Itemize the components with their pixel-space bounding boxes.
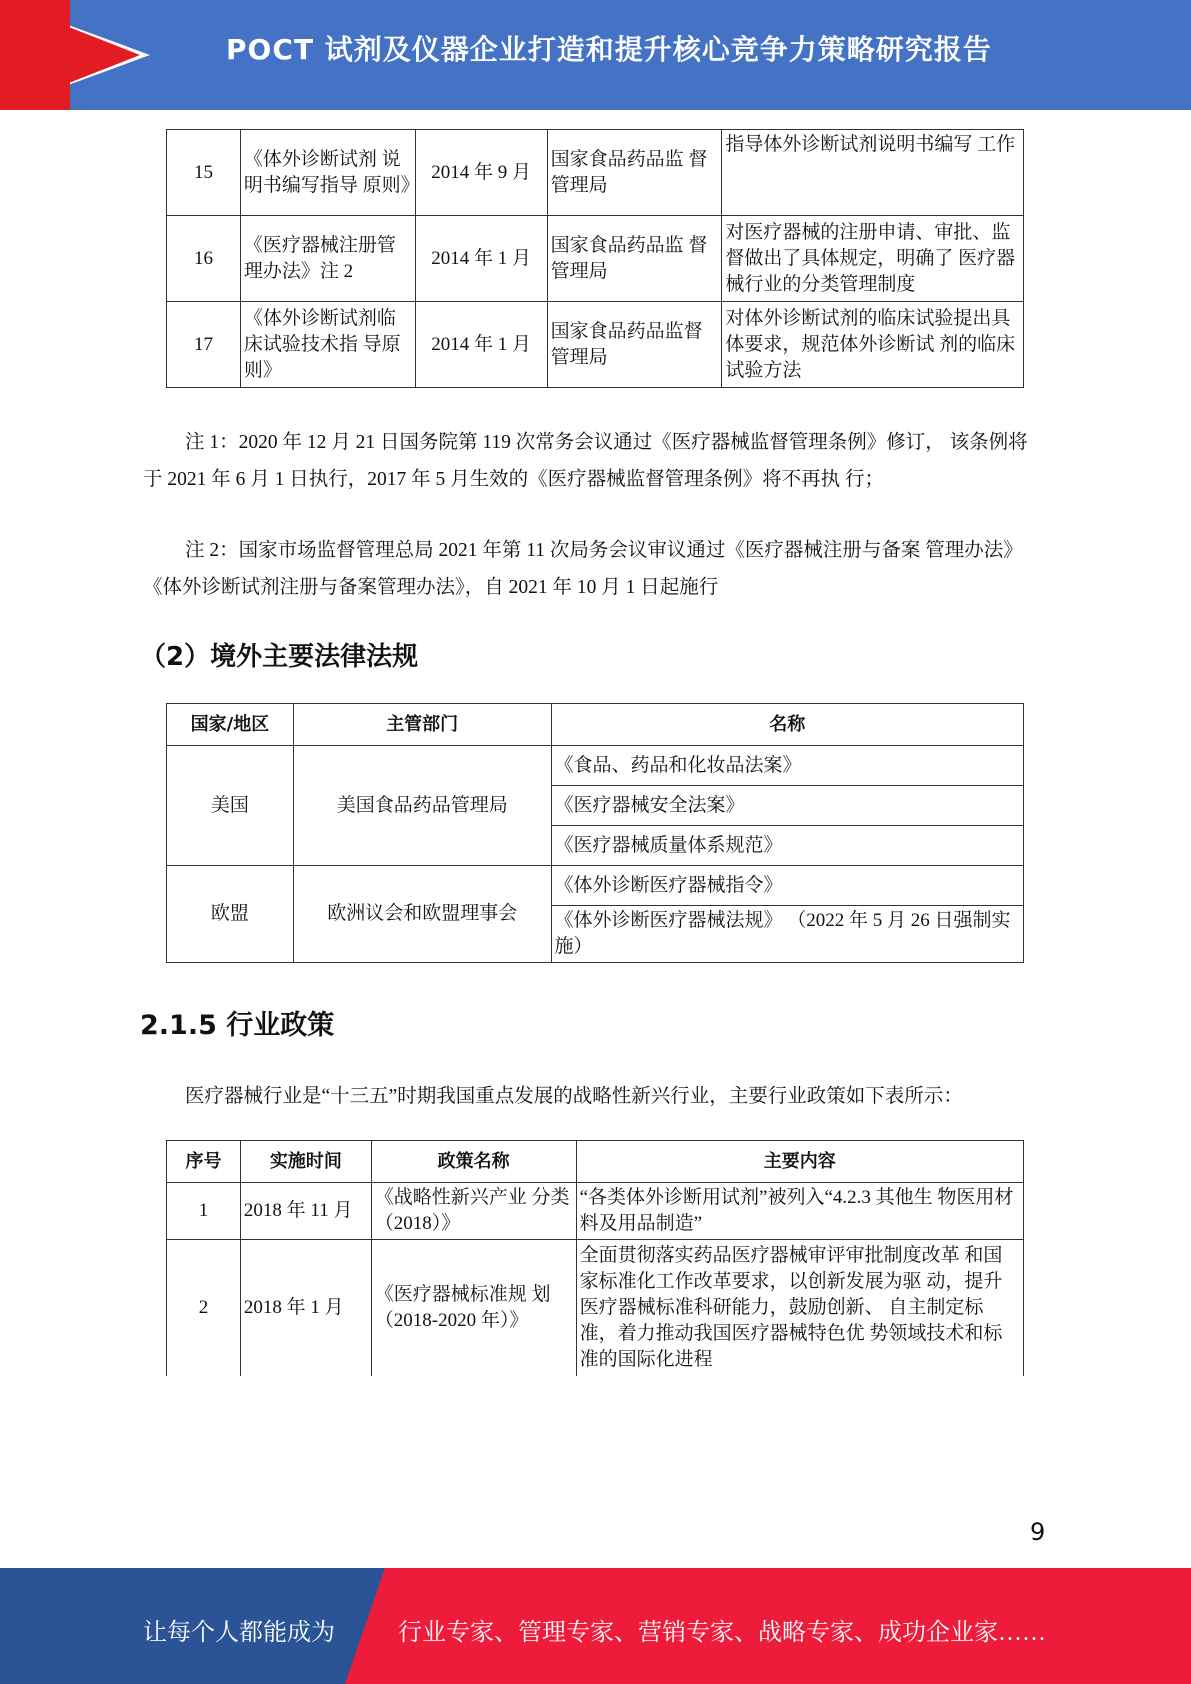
policy-name: 《战略性新兴产业 分类（2018）》	[371, 1183, 576, 1240]
table-row	[167, 1240, 1024, 1376]
regulation-content: 对医疗器械的注册申请、审批、监督做出了具体规定，明确了 医疗器械行业的分类管理制度	[722, 216, 1024, 302]
issue-date: 2014 年 1 月	[415, 216, 547, 302]
column-header: 主要内容	[576, 1141, 1023, 1183]
report-title: POCT 试剂及仪器企业打造和提升核心竞争力策略研究报告	[226, 33, 992, 66]
table-row	[167, 130, 1024, 216]
page-header	[0, 0, 1191, 110]
footer-blue-slant	[345, 1568, 385, 1684]
row-number: 17	[167, 302, 241, 388]
industry-policy-table	[166, 1140, 1024, 1376]
foreign-regulations-table	[166, 703, 1024, 963]
implementation-date: 2018 年 11 月	[240, 1183, 371, 1240]
table-header-row	[167, 704, 1024, 746]
policy-content: “各类体外诊断用试剂”被列入“4.2.3 其他生 物医用材料及用品制造”	[576, 1183, 1023, 1240]
table-row	[167, 302, 1024, 388]
law-name: 《体外诊断医疗器械指令》	[551, 866, 1023, 906]
column-header: 名称	[551, 704, 1023, 746]
department-cell: 美国食品药品管理局	[293, 746, 551, 866]
policy-name: 《医疗器械标准规 划（2018-2020 年）》	[371, 1240, 576, 1376]
table-row	[167, 1183, 1024, 1240]
column-header: 主管部门	[293, 704, 551, 746]
issuing-department: 国家食品药品监 督管理局	[547, 130, 722, 216]
regulation-content: 指导体外诊断试剂说明书编写 工作	[722, 130, 1024, 216]
industry-policy-intro: 医疗器械行业是“十三五”时期我国重点发展的战略性新兴行业，主要行业政策如下表所示：	[185, 1086, 963, 1107]
table-row	[167, 746, 1024, 786]
department-cell: 欧洲议会和欧盟理事会	[293, 866, 551, 963]
region-cell: 欧盟	[167, 866, 294, 963]
regulation-name: 《体外诊断试剂临床试验技术指 导原则》	[240, 302, 415, 388]
table-header-row	[167, 1141, 1024, 1183]
page-footer	[0, 1568, 1191, 1684]
issue-date: 2014 年 1 月	[415, 302, 547, 388]
row-number: 15	[167, 130, 241, 216]
header-red-chevron	[0, 0, 140, 110]
column-header: 实施时间	[240, 1141, 371, 1183]
issuing-department: 国家食品药品监 督管理局	[547, 216, 722, 302]
row-number: 16	[167, 216, 241, 302]
issue-date: 2014 年 9 月	[415, 130, 547, 216]
column-header: 序号	[167, 1141, 241, 1183]
footer-slogan-right: 行业专家、管理专家、营销专家、战略专家、成功企业家……	[398, 1620, 1046, 1646]
policy-content: 全面贯彻落实药品医疗器械审评审批制度改革 和国家标准化工作改革要求，以创新发展为驱 动，提升医疗器械标准科研能力，鼓励创新、 自主制定标准，着力推动我国医疗器械特色优 势领域技术和标准的国际化进程	[576, 1240, 1023, 1376]
row-number: 2	[167, 1240, 241, 1376]
page-number: 9	[1030, 1518, 1046, 1546]
table-row	[167, 866, 1024, 906]
column-header: 国家/地区	[167, 704, 294, 746]
foreign-regulations-heading: （2）境外主要法律法规	[140, 642, 419, 672]
law-name: 《体外诊断医疗器械法规》 （2022 年 5 月 26 日强制实施）	[551, 906, 1023, 963]
column-header: 政策名称	[371, 1141, 576, 1183]
issuing-department: 国家食品药品监督管理局	[547, 302, 722, 388]
law-name: 《医疗器械质量体系规范》	[551, 826, 1023, 866]
table-row	[167, 216, 1024, 302]
row-number: 1	[167, 1183, 241, 1240]
implementation-date: 2018 年 1 月	[240, 1240, 371, 1376]
regulation-name: 《医疗器械注册管理办法》注 2	[240, 216, 415, 302]
note-2: 注 2：国家市场监督管理总局 2021 年第 11 次局务会议审议通过《医疗器械注册与备案 管理办法》《体外诊断试剂注册与备案管理办法》，自 2021 年 10 月 1 日起施行	[143, 540, 1023, 598]
footer-slogan-left: 让每个人都能成为	[143, 1620, 335, 1646]
industry-policy-heading: 2.1.5 行业政策	[140, 1010, 335, 1041]
regulation-content: 对体外诊断试剂的临床试验提出具体要求，规范体外诊断试 剂的临床试验方法	[722, 302, 1024, 388]
regulation-name: 《体外诊断试剂 说明书编写指导 原则》	[240, 130, 415, 216]
law-name: 《食品、药品和化妆品法案》	[551, 746, 1023, 786]
note-1: 注 1：2020 年 12 月 21 日国务院第 119 次常务会议通过《医疗器械监督管理条例》修订， 该条例将于 2021 年 6 月 1 日执行，2017 年 5 月生效的《医疗器械监督管理条例》将不再执 行；	[143, 432, 1028, 490]
domestic-regulations-table	[166, 129, 1024, 388]
law-name: 《医疗器械安全法案》	[551, 786, 1023, 826]
region-cell: 美国	[167, 746, 294, 866]
